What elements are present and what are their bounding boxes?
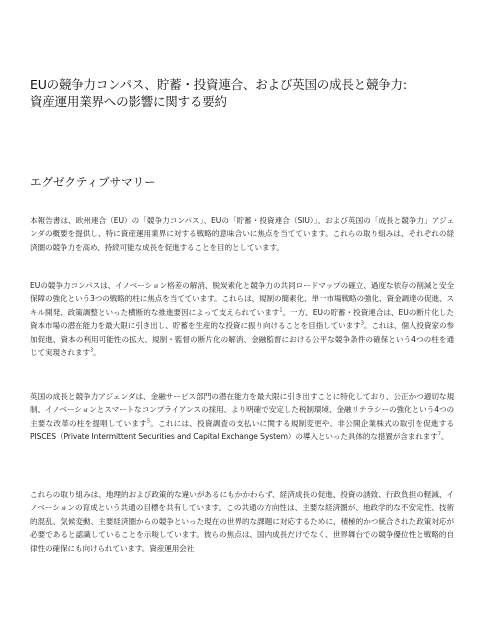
footnote-marker: 7 xyxy=(437,431,441,438)
paragraph-3-text-c: 。 xyxy=(440,432,449,442)
paragraph-3-text-b: 。これには、投資調査の支払いに関する規制変更や、非公開企業株式の取引を促進するPISCES（Private Intermittent Securities and Capital Exchange System）の導入といった具体的な措置が含まれます xyxy=(30,418,455,442)
paragraph-2-text-a: EUの競争力コンパスは、イノベーション格差の解消、脱炭素化と競争力の共同ロードマップの確立、過度な依存の削減と安全保障の強化という3つの戦略的柱に焦点を当てています。これらは、規制の簡素化、単一市場戦略の強化、資金調達の促進、スキル開発、政策調整といった横断的な推進要因によって支えられています xyxy=(30,281,454,317)
paragraph-2-text-d: 。 xyxy=(93,348,101,358)
paragraph-2 xyxy=(30,279,454,359)
paragraph-1-text: 本報告書は、欧州連合（EU）の「競争力コンパス」、EUの「貯蓄・投資連合（SIU）」、および英国の「成長と競争力」アジェンダの概要を提供し、特に資産運用業界に対する戦略的意味合いに焦点を当てています。これらの取り組みは、それぞれの経済圏の競争力を高め、持続可能な成長を促進することを目的としています。 xyxy=(30,216,454,252)
paragraph-1 xyxy=(30,214,454,254)
paragraph-2-text-b: 。一方、EUの貯蓄・投資連合は、EUの断片化した資本市場の潜在能力を最大限に引き出し、貯蓄を生産的な投資に振り向けることを目指しています xyxy=(30,307,455,331)
footnote-marker: 1 xyxy=(279,307,283,314)
paragraph-4 xyxy=(30,488,454,555)
paragraph-3-text-a: 英国の成長と競争力アジェンダは、金融サービス部門の潜在能力を最大限に引き出すことに特化しており、公正かつ適切な規制、イノベーションとスマートなコンプライアンスの採用、より明確で安定した税制環境、金融リテラシーの強化という4つの主要な改革の柱を提唱しています xyxy=(30,392,454,428)
document-title-line-2: 資産運用業界への影響に関する要約 xyxy=(30,94,227,109)
paragraph-3 xyxy=(30,390,454,444)
paragraph-2-text-c: 。これは、個人投資家の参加促進、資本の利用可能性の拡大、規制・監督の断片化の解消、金融監督における公平な競争条件の確保という4つの柱を通じて実現されます xyxy=(30,321,454,358)
section-heading-executive-summary: エグゼクティブサマリー xyxy=(30,175,156,189)
footnote-marker: 3 xyxy=(89,347,94,354)
document-title-line-1: EUの競争力コンパス、貯蓄・投資連合、および英国の成長と競争力: xyxy=(30,77,407,92)
footnote-marker: 3 xyxy=(360,320,364,327)
document-title xyxy=(30,76,455,110)
footnote-marker: 5 xyxy=(146,418,151,425)
paragraph-4-text: これらの取り組みは、地理的および政策的な違いがあるにもかかわらず、経済成長の促進、投資の誘致、行政負担の軽減、イノベーションの育成という共通の目標を共有しています。この共通の方向性は、主要な経済圏が、地政学的な不安定性、技術的混乱、気候変動、主要経済圏からの競争といった現在の世界的な課題に対応するために、積極的かつ統合された政策対応が必要であると認識していることを示唆しています。彼らの焦点は、国内成長だけでなく、世界舞台での競争優位性と戦略的自律性の確保にも向けられています。資産運用会社 xyxy=(30,490,454,553)
